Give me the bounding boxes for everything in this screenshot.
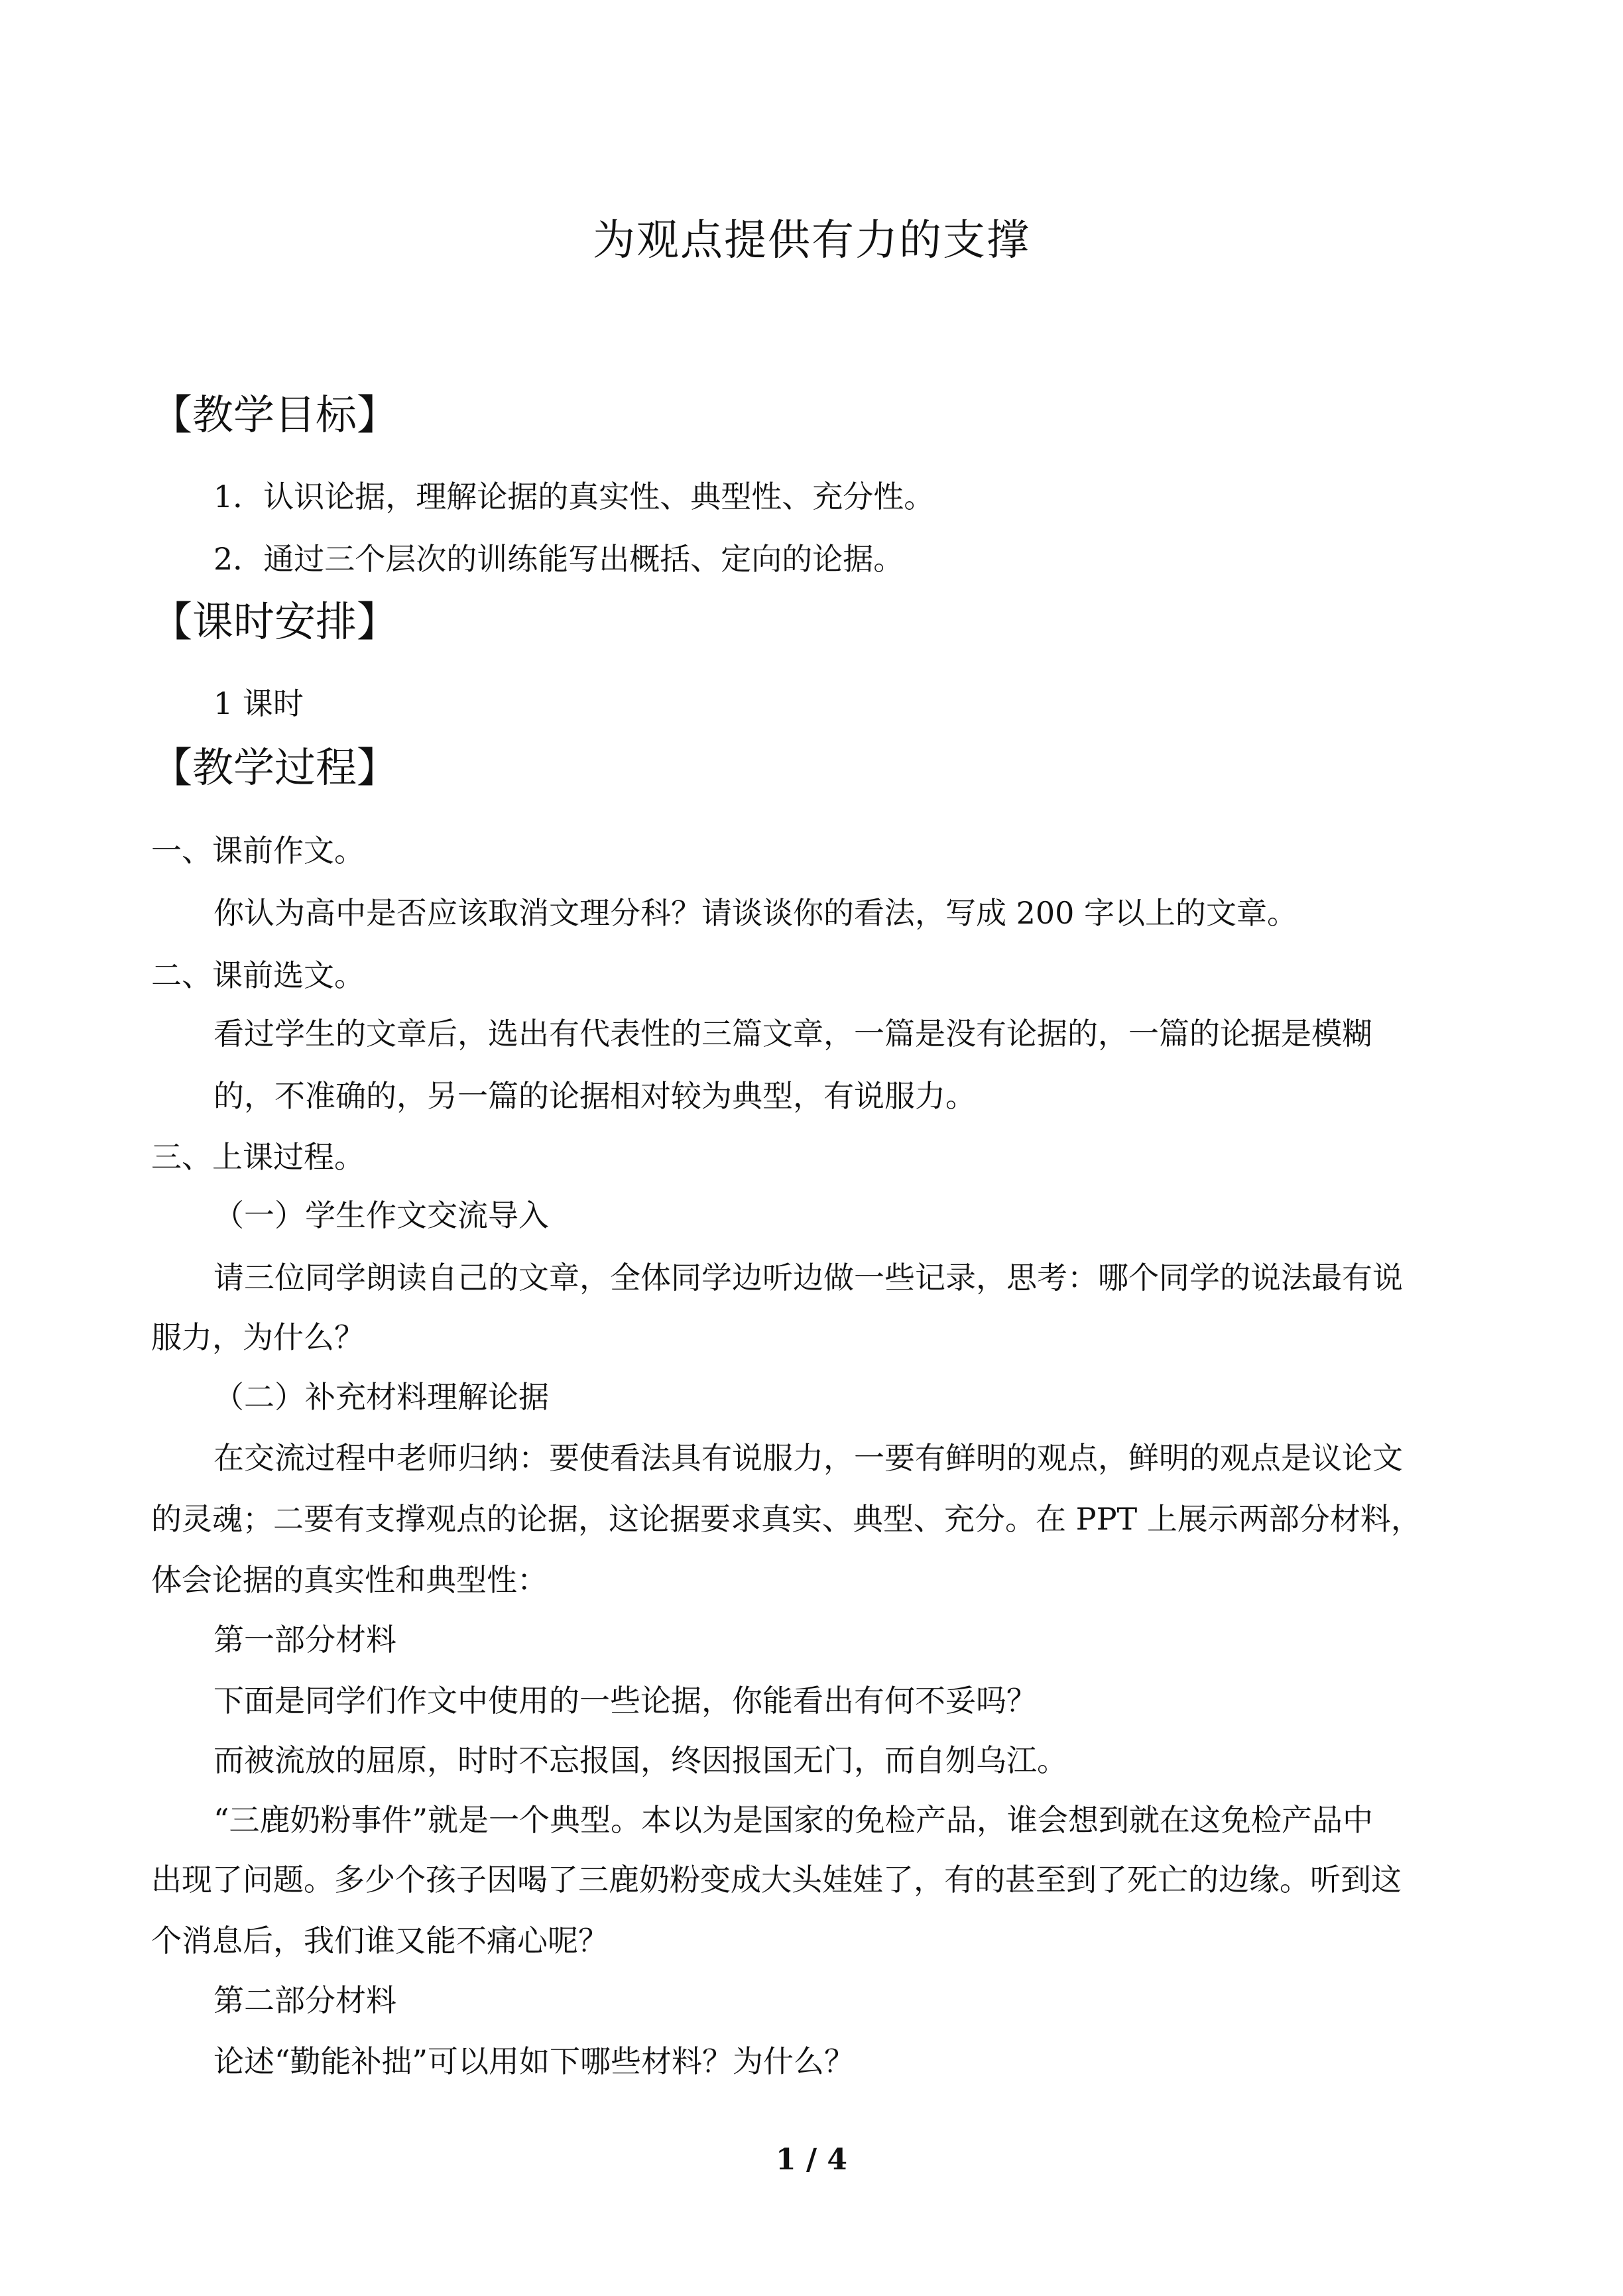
material-part-1-question: 下面是同学们作文中使用的一些论据，你能看出有何不妥吗？: [213, 1683, 1037, 1719]
step-1-text: 你认为高中是否应该取消文理分科？请谈谈你的看法，写成 200 字以上的文章。: [213, 895, 1298, 931]
subsection-2-text-line-2: 的灵魂；二要有支撑观点的论据，这论据要求真实、典型、充分。在 PPT 上展示两部分材料，: [151, 1501, 1421, 1537]
document-title: 为观点提供有力的支撑: [593, 216, 1030, 265]
subsection-1-text-line-2: 服力，为什么？: [151, 1319, 365, 1355]
subsection-2-text-line-3: 体会论据的真实性和典型性：: [151, 1562, 548, 1598]
step-3-heading: 三、上课过程。: [151, 1139, 365, 1175]
step-2-text-line-1: 看过学生的文章后，选出有代表性的三篇文章，一篇是没有论据的，一篇的论据是模糊: [213, 1016, 1372, 1052]
material-part-2-heading: 第二部分材料: [213, 1982, 396, 2018]
page-number: 1 / 4: [776, 2143, 847, 2177]
goal-item-1: 1．认识论据，理解论据的真实性、典型性、充分性。: [213, 479, 935, 514]
material-part-2-question: 论述“勤能补拙”可以用如下哪些材料？为什么？: [213, 2043, 855, 2079]
step-2-text-line-2: 的，不准确的，另一篇的论据相对较为典型，有说服力。: [213, 1078, 976, 1114]
material-part-1-example-2-line-1: “三鹿奶粉事件”就是一个典型。本以为是国家的免检产品，谁会想到就在这免检产品中: [213, 1802, 1374, 1838]
goal-item-2: 2．通过三个层次的训练能写出概括、定向的论据。: [213, 541, 904, 577]
material-part-1-heading: 第一部分材料: [213, 1622, 396, 1658]
subsection-2-text-line-1: 在交流过程中老师归纳：要使看法具有说服力，一要有鲜明的观点，鲜明的观点是议论文: [213, 1440, 1403, 1476]
step-1-heading: 一、课前作文。: [151, 833, 365, 869]
subsection-2-heading: （二）补充材料理解论据: [213, 1379, 549, 1415]
heading-teaching-goals: 【教学目标】: [151, 391, 398, 439]
subsection-1-text-line-1: 请三位同学朗读自己的文章，全体同学边听边做一些记录，思考：哪个同学的说法最有说: [213, 1260, 1403, 1296]
subsection-1-heading: （一）学生作文交流导入: [213, 1197, 549, 1233]
material-part-1-example-1: 而被流放的屈原，时时不忘报国，终因报国无门，而自刎乌江。: [213, 1742, 1067, 1778]
schedule-text: 1 课时: [213, 686, 304, 721]
heading-schedule: 【课时安排】: [151, 597, 398, 646]
step-2-heading: 二、课前选文。: [151, 957, 365, 993]
material-part-1-example-2-line-3: 个消息后，我们谁又能不痛心呢？: [151, 1923, 609, 1959]
heading-teaching-process: 【教学过程】: [151, 743, 398, 792]
material-part-1-example-2-line-2: 出现了问题。多少个孩子因喝了三鹿奶粉变成大头娃娃了，有的甚至到了死亡的边缘。听到这: [151, 1862, 1402, 1898]
